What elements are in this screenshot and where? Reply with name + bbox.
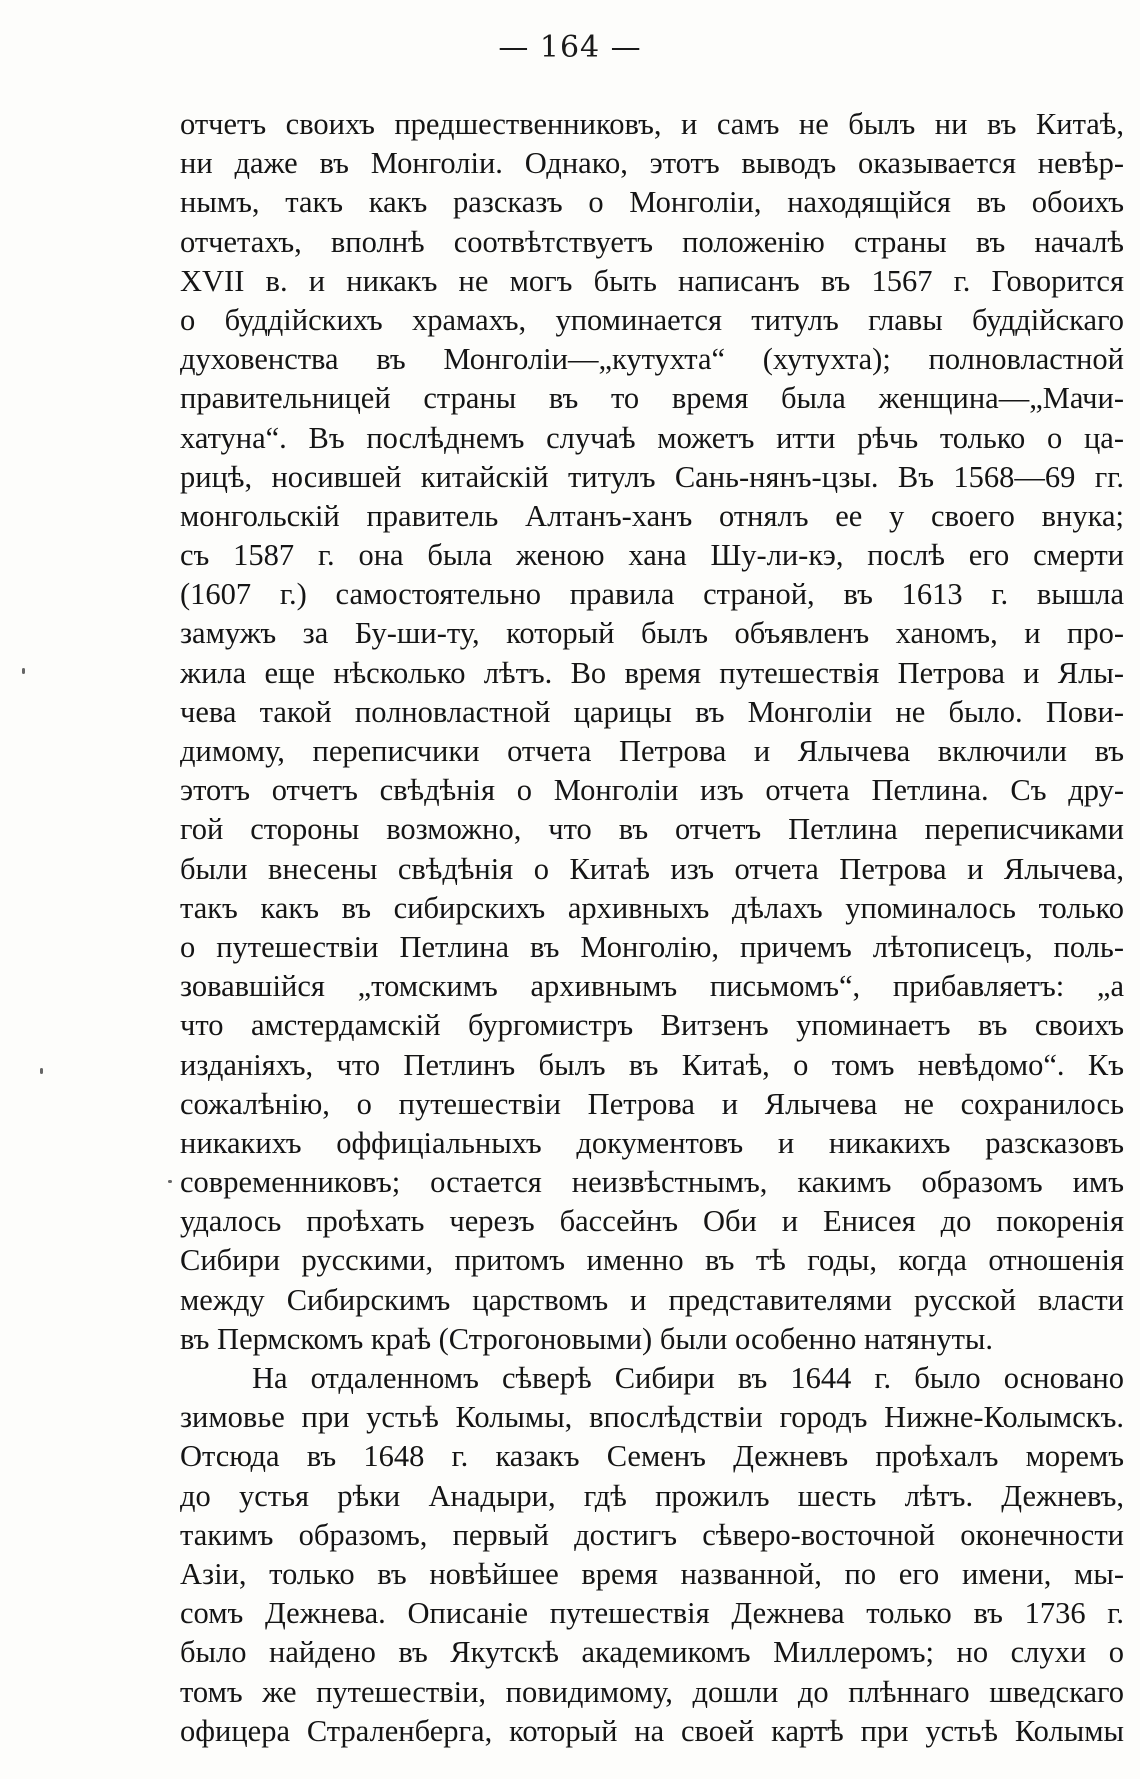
text-line: Отсюда въ 1648 г. казакъ Семенъ Дежневъ проѣхалъ моремъ [180,1439,1124,1474]
text-line: (1607 г.) самостоятельно правила страной, въ 1613 г. вышла [180,577,1124,612]
text-line: зовавшійся „томскимъ архивнымъ письмомъ“, прибавляетъ: „а [180,969,1124,1004]
text-line: такимъ образомъ, первый достигъ сѣверо-восточной оконечности [180,1517,1124,1552]
body-text [180,105,1124,1751]
text-line: этотъ отчетъ свѣдѣнія о Монголіи изъ отчета Петлина. Съ дру- [180,773,1124,808]
text-line: духовенства въ Монголіи—„кутухта“ (хутухта); полновластной [180,342,1124,377]
text-line: современниковъ; остается неизвѣстнымъ, какимъ образомъ имъ [180,1165,1124,1200]
text-line: сожалѣнію, о путешествіи Петрова и Ялычева не сохранилось [180,1086,1124,1121]
text-line: были внесены свѣдѣнія о Китаѣ изъ отчета Петрова и Ялычева, [180,851,1124,886]
text-line: чева такой полновластной царицы въ Монголіи не было. Пови- [180,694,1124,729]
paragraph-2 [180,1359,1124,1751]
text-line: ни даже въ Монголіи. Однако, этотъ выводъ оказывается невѣр- [180,146,1124,181]
text-line: Сибири русскими, притомъ именно въ тѣ годы, когда отношенія [180,1243,1124,1278]
text-line-first: На отдаленномъ сѣверѣ Сибири въ 1644 г. было основано [252,1361,1124,1395]
text-line: между Сибирскимъ царствомъ и представителями русской власти [180,1282,1124,1317]
text-line: жила еще нѣсколько лѣтъ. Во время путешествія Петрова и Ялы- [180,655,1124,690]
text-line: томъ же путешествіи, повидимому, дошли до плѣннаго шведскаго [180,1674,1124,1709]
text-line: димому, переписчики отчета Петрова и Ялычева включили въ [180,734,1124,768]
text-line: никакихъ оффиціальныхъ документовъ и никакихъ разсказовъ [180,1125,1124,1160]
text-line: о путешествіи Петлина въ Монголію, причемъ лѣтописецъ, поль- [180,929,1124,964]
text-line: удалось проѣхать черезъ бассейнъ Оби и Енисея до покоренія [180,1204,1124,1239]
text-line: такъ какъ въ сибирскихъ архивныхъ дѣлахъ упоминалось только [180,890,1124,925]
text-line: рицѣ, носившей китайскій титулъ Сань-нянъ-цзы. Въ 1568—69 гг. [180,459,1124,494]
text-line: нымъ, такъ какъ разсказъ о Монголіи, находящійся въ обоихъ [180,185,1124,220]
text-line: отчетахъ, вполнѣ соотвѣтствуетъ положенію страны въ началѣ [180,224,1124,259]
scan-speck [22,668,25,674]
text-line: хатуна“. Въ послѣднемъ случаѣ можетъ итти рѣчь только о ца- [180,420,1124,455]
text-line: Азіи, только въ новѣйшее время названной, по его имени, мы- [180,1556,1124,1591]
text-line: сомъ Дежнева. Описаніе путешествія Дежнева только въ 1736 г. [180,1596,1124,1631]
text-line: до устья рѣки Анадыри, гдѣ прожилъ шесть лѣтъ. Дежневъ, [180,1478,1124,1513]
text-line: гой стороны возможно, что въ отчетъ Петлина переписчиками [180,812,1124,847]
text-line: правительницей страны въ то время была женщина—„Мачи- [180,381,1124,416]
text-line: замужъ за Бу-ши-ту, который былъ объявленъ ханомъ, и про- [180,616,1124,651]
scan-speck [40,1068,43,1074]
text-line: зимовье при устьѣ Колымы, впослѣдствіи городъ Нижне-Колымскъ. [180,1400,1124,1435]
text-line: XVII в. и никакъ не могъ быть написанъ въ 1567 г. Говорится [180,263,1124,298]
text-line: что амстердамскій бургомистръ Витзенъ упоминаетъ въ своихъ [180,1008,1124,1043]
paragraph-1 [180,105,1124,1359]
text-line: отчетъ своихъ предшественниковъ, и самъ не былъ ни въ Китаѣ, [180,107,1124,141]
scan-speck [168,1180,172,1183]
text-line: съ 1587 г. она была женою хана Шу-ли-кэ, послѣ его смерти [180,538,1124,573]
text-line: было найдено въ Якутскѣ академикомъ Миллеромъ; но слухи о [180,1635,1124,1670]
text-line: о буддійскихъ храмахъ, упоминается титулъ главы буддійскаго [180,302,1124,337]
text-line: изданіяхъ, что Петлинъ былъ въ Китаѣ, о томъ невѣдомо“. Къ [180,1047,1124,1082]
text-line: офицера Страленберга, который на своей картѣ при устьѣ Колымы [180,1713,1124,1748]
text-line: монгольскій правитель Алтанъ-ханъ отнялъ ее у своего внука; [180,498,1124,533]
page-number: — 164 — [498,30,642,65]
text-line-last: въ Пермскомъ краѣ (Строгоновыми) были особенно натянуты. [180,1321,994,1356]
